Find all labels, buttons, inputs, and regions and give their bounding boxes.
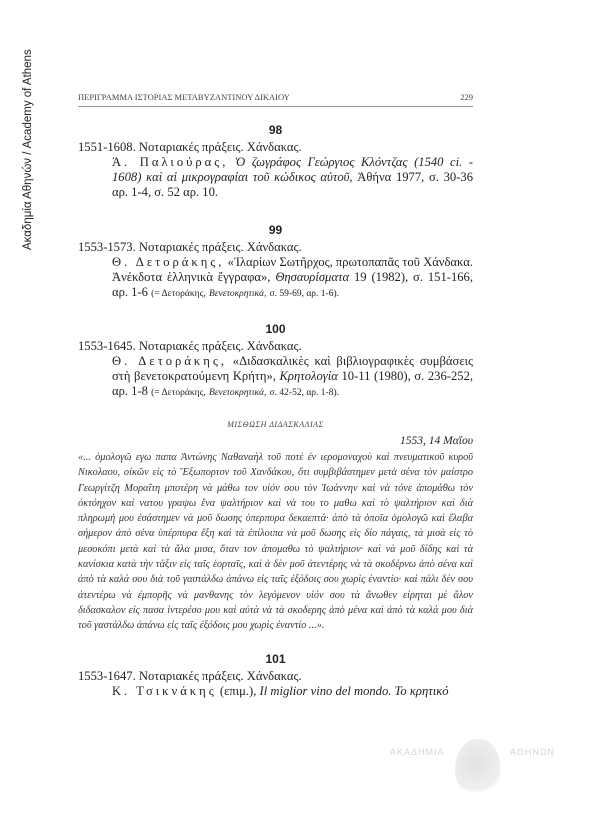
ref-detail: (επιμ.),: [219, 683, 257, 698]
entry-number: 101: [265, 651, 286, 666]
author: Θ. Δετοράκης,: [112, 255, 225, 269]
note: (= Δετοράκης,: [151, 289, 206, 299]
entry-head: 1551-1608. Νοταριακές πράξεις. Χάνδακας.: [78, 140, 302, 154]
entry-number: 98: [268, 123, 283, 137]
running-header: [78, 92, 473, 107]
author: Κ. Τσικνάκης: [112, 683, 217, 698]
entry-reference: [78, 684, 473, 699]
note: (= Δετοράκης,: [151, 388, 206, 398]
note: σ. 42-52, αρ. 1-8).: [269, 388, 340, 398]
page-column: [78, 92, 556, 801]
entry-reference: [78, 155, 473, 200]
running-title: ΠΕΡΙΓΡΑΜΜΑ ΙΣΤΟΡΙΑΣ ΜΕΤΑΒΥΖΑΝΤΙΝΟΥ ΔΙΚΑΙΟΥ: [78, 92, 290, 102]
ref-detail: 10-11 (1980), σ. 236-252, αρ. 1-8: [112, 369, 474, 398]
entry-reference: [78, 255, 473, 302]
ref-detail: 19 (1982), σ. 151-166, αρ. 1-6: [112, 270, 474, 299]
entry-head: 1553-1645. Νοταριακές πράξεις. Χάνδακας.: [78, 339, 302, 353]
entry-100: [78, 339, 473, 401]
note-title: Βενετοκρητικά,: [208, 388, 267, 398]
note-title: Βενετοκρητικά,: [208, 289, 267, 299]
entry-number: 100: [265, 322, 286, 336]
article-title: «Διδασκαλικὲς καὶ βιβλιογραφικὲς συμβάσεις στὴ βενετοκρατούμενη Κρήτη»,: [112, 354, 473, 383]
journal: Κρητολογία: [279, 369, 338, 383]
entry-head: 1553-1647. Νοταριακές πράξεις. Χάνδακας.: [78, 668, 302, 683]
entry-99: [78, 240, 473, 302]
journal: Θησαυρίσματα: [275, 270, 350, 284]
athena-head-watermark-icon: [455, 739, 500, 799]
article-title: «Ἰλαρίων Σωτῆρχος, πρωτοπαπᾶς τοῦ Χάνδακα. Ἀνέκδοτα ἑλληνικὰ ἔγγραφα»,: [112, 255, 473, 284]
author: Θ. Δετοράκης,: [112, 354, 228, 368]
document-date: 1553, 14 Μαΐου: [400, 435, 473, 447]
side-label: Ακαδημία Αθηνών / Academy of Athens: [22, 49, 34, 250]
document-title: ΜΙΣΘΩΣΗ ΔΙΔΑΣΚΑΛΙΑΣ: [227, 420, 324, 429]
entry-101: [78, 669, 473, 699]
entry-reference: [78, 354, 473, 401]
page-number: 229: [460, 92, 473, 102]
watermark-right: ΑΘΗΝΩΝ: [510, 746, 556, 757]
work-title: Il miglior vino del mondo. Το κρητικό: [259, 683, 449, 698]
entry-98: [78, 140, 473, 200]
work-title: Ὁ ζωγράφος Γεώργιος Κλόντζας (1540 ci. - 1608) καὶ αἱ μικρογραφίαι τοῦ κώδικος αὐτοῦ,: [112, 155, 473, 184]
entry-head: 1553-1573. Νοταριακές πράξεις. Χάνδακας.: [78, 240, 302, 254]
author: Ά. Παλιούρας,: [112, 155, 229, 169]
document-text: «... ὁμολογῶ εγω παπα Ἀντώνης Ναθαναὴλ τοῦ ποτὲ ἐν ιερομοναχοὺ καὶ πνευματικοῦ κυροῦ Νικολαου, οἰκῶν εἰς τὸ Ἔξωπορτον τοῦ Χανδάκου, ὅτι συμβιβάστημεν μετὰ σένα τὸν μαίστρο Γεωργίτζη Μοραΐτη μποτέρη νὰ μάθω τον υἱόν σου τὸν Ἰωάννην καὶ νὰ τόνε ἀπομάθω τὸν ὀκτόηχον καὶ νατου γραψω ἕνα ψαλτήριον καὶ νὰ του το μαθω καὶ τὸ ψαλτήριον καὶ διὰ πληρωμή μου ἐσάστημεν νὰ μοῦ δωσης ὑπερπυρα δεκαεπτά· ἀπὸ τὰ ὁποῖα ὁμολογῶ καὶ ἔλαβα σήμερον ἀπὸ σένα ὑπέρπυρα ἕξη καὶ τὰ ἐπίλοιπα νὰ μοῦ δωσης εἰς δίο πάγαις, τὰ μισὰ εἰς τὸ μεσοκόπι μετὰ καὶ τὰ ἄλα μισα, ὅταν τον ἀπομαθω τὸ ψαλτήριον· καὶ νὰ μοῦ δίδης καὶ τὰ κανίσκια κατὰ τὴν τάξιν εἰς ταῖς ἑορταῖς, καὶ ἀ δὲν μοῦ ἀτεντέρης νὰ τὰ σκοδέρνω ἀπὸ σένα καὶ ἀπὸ τὰ καλά σου διὰ τοῦ γαστάλδω ἀπάνω εἰς ταῖς ἐξόδοις σου χωρὶς ἐναντίο· καὶ πάλι δὲν σου ἀτεντέρω νὰ ἐμπορῆς νὰ μανθανης τὸν λεγόμενον υἱόν σου τὰ ἄνωθεν εἰρηται μὲ ἄλον διδασκαλον εἰς πασα ἰντερέσο μου καὶ αὐτὰ νὰ τὰ σκοδερης ἀπὸ μένα καὶ ἀπὸ τὰ καλά μου διὰ τοῦ γαστάλδω ἀπάνω εἰς ταῖς ἐξόδοις μου χωρὶς ἐναντίο ...».: [78, 452, 473, 632]
note: σ. 59-69, αρ. 1-6).: [269, 289, 340, 299]
ref-detail: Ἀθήνα 1977, σ. 30-36 αρ. 1-4, σ. 52 αρ. 10.: [112, 170, 474, 199]
entry-number: 99: [268, 223, 283, 237]
watermark-left: ΑΚΑΔΗΜΙΑ: [390, 746, 445, 757]
watermark: [78, 739, 556, 801]
